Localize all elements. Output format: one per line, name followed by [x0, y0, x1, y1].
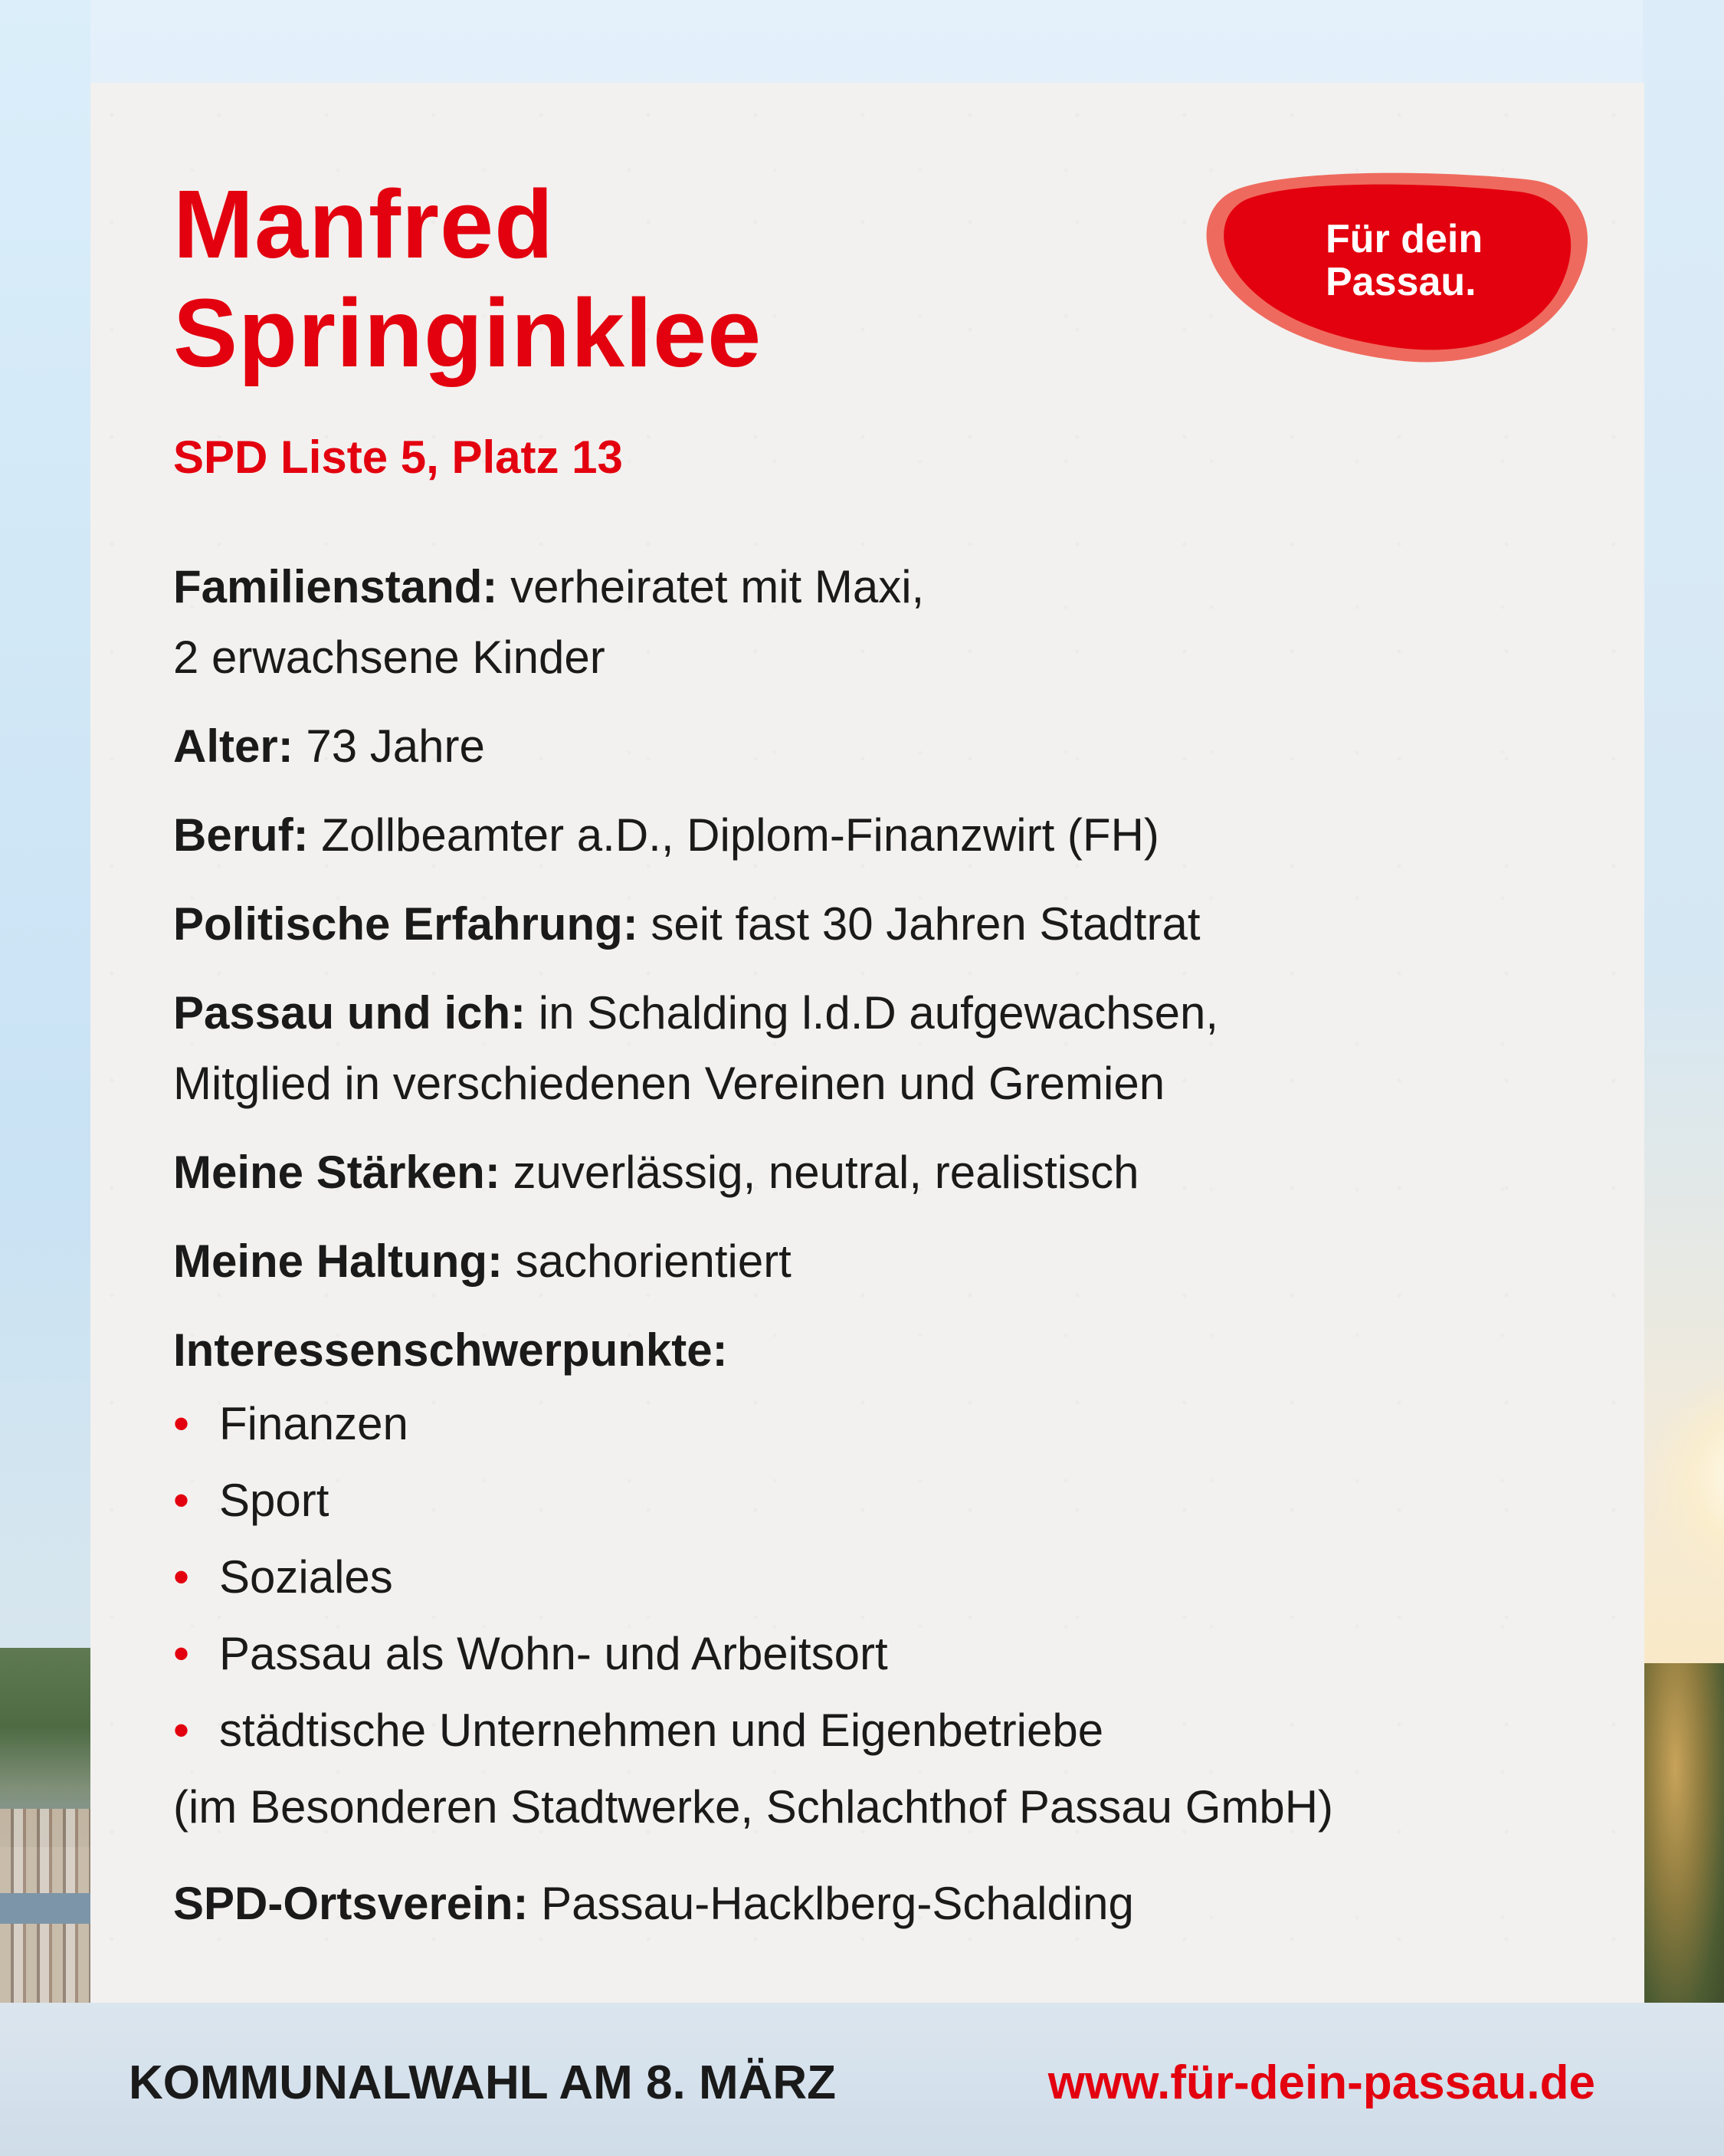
beruf-row: Beruf: Zollbeamter a.D., Diplom-Finanzwirt (FH): [173, 809, 1159, 861]
interessen-note: (im Besonderen Stadtwerke, Schlachthof Passau GmbH): [173, 1781, 1334, 1833]
list-item: • Finanzen: [173, 1386, 1598, 1462]
background-scenery-right: [1643, 0, 1724, 2156]
haltung-row: Meine Haltung: sachorientiert: [173, 1236, 792, 1287]
bullet-icon: •: [173, 1628, 190, 1679]
election-date: KOMMUNALWAHL AM 8. MÄRZ: [129, 2056, 837, 2109]
passau-row: Passau und ich: in Schalding l.d.D aufgewachsen,: [173, 987, 1219, 1039]
bullet-icon: •: [173, 1551, 190, 1603]
politik-row: Politische Erfahrung: seit fast 30 Jahren Stadtrat: [173, 898, 1201, 950]
familienstand-row: Familienstand: verheiratet mit Maxi,: [173, 561, 925, 612]
familienstand-row-continued: 2 erwachsene Kinder: [173, 632, 605, 683]
profile-details: [173, 552, 1598, 1939]
name-line-1: Manfred: [173, 170, 555, 278]
passau-row-continued: Mitglied in verschiedenen Vereinen und Gremien: [173, 1058, 1165, 1109]
campaign-logo: [1205, 169, 1588, 369]
website-link[interactable]: www.für-dein-passau.de: [1047, 2056, 1595, 2109]
ortsverein-row: SPD-Ortsverein: Passau-Hacklberg-Schalding: [173, 1878, 1134, 1929]
background-scenery-left: [0, 0, 90, 2156]
list-item: • Sport: [173, 1462, 1598, 1539]
list-item: • Passau als Wohn- und Arbeitsort: [173, 1616, 1598, 1692]
interessen-heading: Interessenschwerpunkte:: [173, 1324, 728, 1376]
bullet-icon: •: [173, 1705, 190, 1756]
alter-row: Alter: 73 Jahre: [173, 720, 485, 772]
list-item: • städtische Unternehmen und Eigenbetriebe: [173, 1692, 1598, 1769]
bullet-icon: •: [173, 1398, 190, 1449]
list-position: SPD Liste 5, Platz 13: [173, 432, 623, 483]
name-line-2: Springinklee: [173, 279, 762, 387]
footer-bar: [0, 2003, 1724, 2156]
bullet-icon: •: [173, 1475, 190, 1526]
list-item: • Soziales: [173, 1539, 1598, 1616]
staerken-row: Meine Stärken: zuverlässig, neutral, realistisch: [173, 1147, 1139, 1198]
logo-text: Für dein Passau.: [1326, 217, 1483, 304]
candidate-name: [173, 170, 762, 388]
